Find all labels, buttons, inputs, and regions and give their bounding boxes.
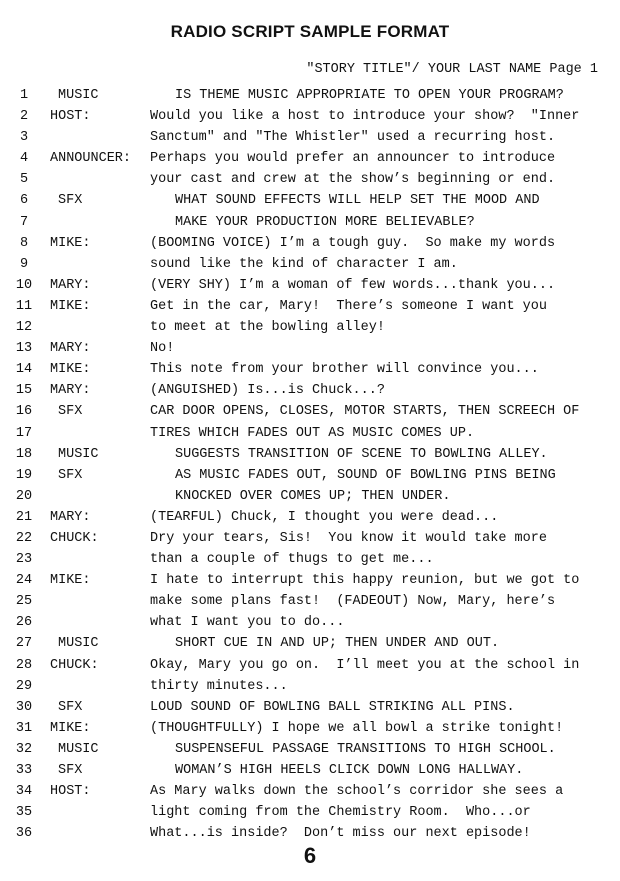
line-number: 1 xyxy=(19,88,29,103)
script-line xyxy=(0,193,620,214)
line-text: thirty minutes... xyxy=(150,678,288,694)
speaker-label: MUSIC xyxy=(58,741,99,757)
line-number: 18 xyxy=(15,446,33,462)
script-line xyxy=(0,383,620,404)
script-line xyxy=(0,742,620,763)
line-number: 6 xyxy=(19,193,29,209)
speaker-label: MIKE: xyxy=(50,298,91,314)
script-line xyxy=(0,805,620,826)
line-number: 36 xyxy=(15,826,33,842)
script-line xyxy=(0,658,620,679)
line-text: SUSPENSEFUL PASSAGE TRANSITIONS TO HIGH SCHOOL. xyxy=(175,741,556,757)
script-line xyxy=(0,299,620,320)
line-text: (THOUGHTFULLY) I hope we all bowl a strike tonight! xyxy=(150,720,564,736)
script-line xyxy=(0,341,620,362)
speaker-label: SFX xyxy=(58,404,83,420)
line-text: to meet at the bowling alley! xyxy=(150,320,385,336)
line-number: 15 xyxy=(15,383,33,399)
speaker-label: MIKE: xyxy=(50,362,91,378)
speaker-label: ANNOUNCER: xyxy=(50,151,132,167)
line-text: What...is inside? Don’t miss our next episode! xyxy=(150,826,531,842)
script-line xyxy=(0,763,620,784)
line-text: (BOOMING VOICE) I’m a tough guy. So make my words xyxy=(150,235,556,251)
script-line xyxy=(0,721,620,742)
speaker-label: MUSIC xyxy=(58,636,99,652)
line-text: light coming from the Chemistry Room. Who...or xyxy=(150,805,531,821)
line-text: CAR DOOR OPENS, CLOSES, MOTOR STARTS, THEN SCREECH OF xyxy=(150,404,580,420)
line-number: 8 xyxy=(19,235,29,251)
line-text: MAKE YOUR PRODUCTION MORE BELIEVABLE? xyxy=(175,214,475,230)
script-line xyxy=(0,236,620,257)
speaker-label: MIKE: xyxy=(50,235,91,251)
line-number: 32 xyxy=(15,741,33,757)
line-number: 19 xyxy=(15,467,33,483)
line-number: 3 xyxy=(19,130,29,146)
line-number: 33 xyxy=(15,763,33,778)
line-text: sound like the kind of character I am. xyxy=(150,256,458,272)
speaker-label: SFX xyxy=(58,467,83,483)
line-number: 20 xyxy=(15,488,33,504)
script-line xyxy=(0,426,620,447)
line-text: Would you like a host to introduce your show? "Inner xyxy=(150,109,580,125)
script-line xyxy=(0,700,620,721)
script-line xyxy=(0,215,620,236)
script-line xyxy=(0,552,620,573)
line-number: 29 xyxy=(15,678,33,694)
line-number: 30 xyxy=(15,699,33,715)
line-text: LOUD SOUND OF BOWLING BALL STRIKING ALL PINS. xyxy=(150,699,515,715)
line-text: As Mary walks down the school’s corridor she sees a xyxy=(150,784,564,800)
line-number: 31 xyxy=(15,720,33,736)
line-number: 2 xyxy=(19,109,29,125)
script-line xyxy=(0,257,620,278)
script-line xyxy=(0,320,620,341)
speaker-label: MARY: xyxy=(50,509,91,525)
line-text: IS THEME MUSIC APPROPRIATE TO OPEN YOUR PROGRAM? xyxy=(175,88,564,103)
script-line xyxy=(0,109,620,130)
speaker-label: CHUCK: xyxy=(50,530,99,546)
line-text: (ANGUISHED) Is...is Chuck...? xyxy=(150,383,385,399)
script-line xyxy=(0,88,620,109)
line-number: 21 xyxy=(15,509,33,525)
script-line xyxy=(0,130,620,151)
speaker-label: CHUCK: xyxy=(50,657,99,673)
line-text: Okay, Mary you go on. I’ll meet you at the school in xyxy=(150,657,580,673)
line-text: AS MUSIC FADES OUT, SOUND OF BOWLING PINS BEING xyxy=(175,467,556,483)
script-line xyxy=(0,636,620,657)
script-lines xyxy=(0,88,620,847)
line-text: what I want you to do... xyxy=(150,615,345,631)
script-line xyxy=(0,531,620,552)
line-number: 24 xyxy=(15,573,33,589)
speaker-label: MARY: xyxy=(50,383,91,399)
script-line xyxy=(0,468,620,489)
line-text: TIRES WHICH FADES OUT AS MUSIC COMES UP. xyxy=(150,425,475,441)
line-number: 25 xyxy=(15,594,33,610)
speaker-label: SFX xyxy=(58,699,83,715)
script-line xyxy=(0,278,620,299)
line-number: 12 xyxy=(15,320,33,336)
line-text: Get in the car, Mary! There’s someone I want you xyxy=(150,298,547,314)
page-number: 6 xyxy=(303,843,317,868)
speaker-label: SFX xyxy=(58,763,83,778)
speaker-label: MARY: xyxy=(50,341,91,357)
speaker-label: HOST: xyxy=(50,784,91,800)
line-text: This note from your brother will convince you... xyxy=(150,362,539,378)
speaker-label: MUSIC xyxy=(58,446,99,462)
speaker-label: MARY: xyxy=(50,277,91,293)
speaker-label: MIKE: xyxy=(50,573,91,589)
line-text: make some plans fast! (FADEOUT) Now, Mary, here’s xyxy=(150,594,556,610)
line-text: WHAT SOUND EFFECTS WILL HELP SET THE MOOD AND xyxy=(175,193,540,209)
script-line xyxy=(0,615,620,636)
line-number: 9 xyxy=(19,256,29,272)
line-number: 34 xyxy=(15,784,33,800)
script-header: "STORY TITLE"/ YOUR LAST NAME Page 1 xyxy=(306,62,598,77)
script-line xyxy=(0,404,620,425)
speaker-label: HOST: xyxy=(50,109,91,125)
script-line xyxy=(0,679,620,700)
page-title: RADIO SCRIPT SAMPLE FORMAT xyxy=(170,22,450,41)
line-number: 16 xyxy=(15,404,33,420)
line-number: 28 xyxy=(15,657,33,673)
script-line xyxy=(0,489,620,510)
line-number: 17 xyxy=(15,425,33,441)
script-line xyxy=(0,784,620,805)
line-text: Sanctum" and "The Whistler" used a recurring host. xyxy=(150,130,556,146)
line-text: (VERY SHY) I’m a woman of few words...thank you... xyxy=(150,277,556,293)
script-line xyxy=(0,172,620,193)
line-text: your cast and crew at the show’s beginning or end. xyxy=(150,172,556,188)
speaker-label: MUSIC xyxy=(58,88,99,103)
script-line xyxy=(0,362,620,383)
script-line xyxy=(0,447,620,468)
line-number: 23 xyxy=(15,552,33,568)
line-number: 26 xyxy=(15,615,33,631)
speaker-label: SFX xyxy=(58,193,83,209)
line-number: 5 xyxy=(19,172,29,188)
line-number: 7 xyxy=(19,214,29,230)
script-line xyxy=(0,510,620,531)
speaker-label: MIKE: xyxy=(50,720,91,736)
line-text: I hate to interrupt this happy reunion, but we got to xyxy=(150,573,580,589)
line-number: 13 xyxy=(15,341,33,357)
script-line xyxy=(0,594,620,615)
line-text: SHORT CUE IN AND UP; THEN UNDER AND OUT. xyxy=(175,636,500,652)
line-text: KNOCKED OVER COMES UP; THEN UNDER. xyxy=(175,488,451,504)
line-text: than a couple of thugs to get me... xyxy=(150,552,434,568)
line-text: (TEARFUL) Chuck, I thought you were dead... xyxy=(150,509,499,525)
script-line xyxy=(0,151,620,172)
line-text: WOMAN’S HIGH HEELS CLICK DOWN LONG HALLWAY. xyxy=(175,763,524,778)
line-number: 35 xyxy=(15,805,33,821)
line-number: 4 xyxy=(19,151,29,167)
line-number: 14 xyxy=(15,362,33,378)
line-text: No! xyxy=(150,341,175,357)
script-line xyxy=(0,573,620,594)
line-number: 27 xyxy=(15,636,33,652)
line-number: 22 xyxy=(15,530,33,546)
line-text: Perhaps you would prefer an announcer to introduce xyxy=(150,151,556,167)
line-number: 11 xyxy=(15,298,33,314)
line-number: 10 xyxy=(15,277,33,293)
line-text: SUGGESTS TRANSITION OF SCENE TO BOWLING ALLEY. xyxy=(175,446,548,462)
line-text: Dry your tears, Sis! You know it would take more xyxy=(150,530,547,546)
